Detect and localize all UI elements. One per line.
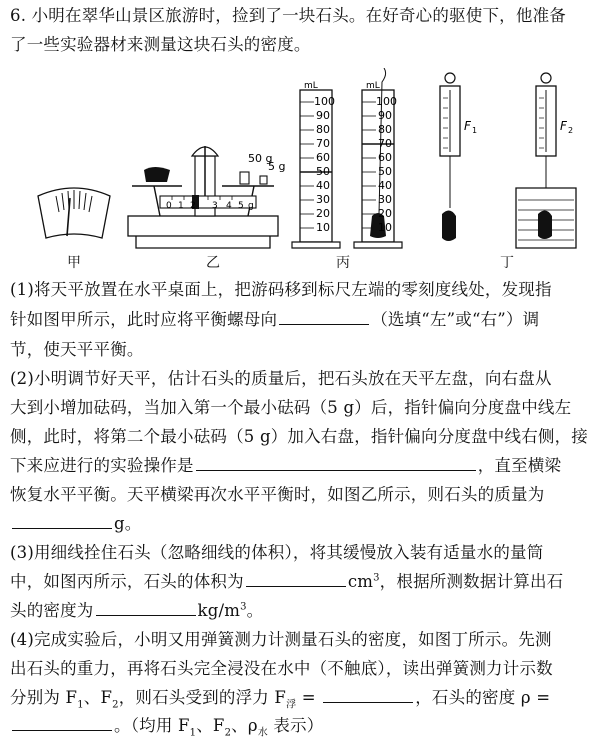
part3-text-c: ，根据所测数据计算出石 bbox=[379, 572, 564, 591]
cyl2-tick-30: 30 bbox=[378, 193, 392, 206]
part4-text-e: ，石头的密度 ρ = bbox=[415, 688, 551, 707]
unit-cm-exp: 3 bbox=[373, 572, 380, 584]
part4-text-c: ，则石头受到的浮力 F bbox=[118, 688, 287, 707]
answer-blank-5[interactable] bbox=[96, 601, 196, 616]
f2-subscript-2: 2 bbox=[224, 727, 232, 739]
f2-sub: 2 bbox=[568, 126, 574, 135]
spring-scale-1 bbox=[440, 73, 460, 241]
part4-line-2: 出石头的重力，再将石头完全浸没在水中（不触底），读出弹簧测力计示数 bbox=[10, 659, 553, 678]
cyl1-tick-100: 100 bbox=[314, 95, 335, 108]
part1-line-3: 节，使天平平衡。 bbox=[10, 340, 144, 359]
part2-line-6 bbox=[10, 514, 600, 534]
experiment-figure bbox=[32, 68, 580, 272]
part4-text-f: 。（均用 F bbox=[114, 716, 190, 735]
cylinder-1-unit: mL bbox=[304, 81, 318, 91]
cyl1-tick-50: 50 bbox=[316, 165, 330, 178]
weight-50g-label: 50 g bbox=[248, 152, 273, 165]
part3-line-3 bbox=[10, 601, 600, 621]
unit-kgm: kg/m bbox=[197, 601, 241, 620]
f1-label: F bbox=[464, 119, 471, 133]
part1-text-b: （选填“左”或“右”）调 bbox=[371, 310, 540, 329]
part4-text-h: 、ρ bbox=[231, 716, 258, 735]
beam-tick-5: 5 bbox=[238, 201, 244, 211]
part4-line-1: (4)完成实验后，小明又用弹簧测力计测量石头的密度，如图丁所示。先测 bbox=[10, 630, 552, 649]
f1-sub: 1 bbox=[472, 126, 478, 135]
f2-subscript: 2 bbox=[112, 699, 119, 711]
cyl2-tick-80: 80 bbox=[378, 123, 392, 136]
answer-blank-7[interactable] bbox=[12, 716, 112, 731]
part3-text-a: 中，如图丙所示，石头的体积为 bbox=[10, 572, 244, 591]
caption-jia: 甲 bbox=[67, 255, 81, 271]
answer-blank-6[interactable] bbox=[323, 688, 413, 703]
cyl2-tick-10: 10 bbox=[378, 221, 392, 234]
part4-text-i: 表示） bbox=[267, 716, 324, 735]
cyl2-tick-50: 50 bbox=[378, 165, 392, 178]
caption-ding: 丁 bbox=[500, 255, 514, 271]
spring-scale-2 bbox=[516, 73, 576, 248]
part4-text-g: 、F bbox=[196, 716, 225, 735]
caption-yi: 乙 bbox=[206, 255, 220, 271]
part2-text-b: ，直至横梁 bbox=[477, 456, 562, 475]
caption-bing: 丙 bbox=[336, 255, 350, 271]
part4-equals: = bbox=[296, 688, 322, 707]
unit-kgm-exp: 3 bbox=[240, 601, 247, 613]
cyl1-tick-40: 40 bbox=[316, 179, 330, 192]
cyl2-tick-40: 40 bbox=[378, 179, 392, 192]
part4-line-4 bbox=[10, 716, 600, 739]
water-subscript: 水 bbox=[257, 727, 268, 739]
answer-blank-1[interactable] bbox=[279, 310, 369, 325]
part3-text-e: 。 bbox=[246, 601, 264, 620]
unit-cm: cm bbox=[347, 572, 374, 591]
part2-line-5: 恢复水平平衡。天平横梁再次水平平衡时，如图乙所示，则石头的质量为 bbox=[10, 485, 545, 504]
part4-text-a: 分别为 F bbox=[10, 688, 78, 707]
cyl1-tick-60: 60 bbox=[316, 151, 330, 164]
cyl1-tick-10: 10 bbox=[316, 221, 330, 234]
cylinder-2-unit: mL bbox=[366, 81, 380, 91]
cyl1-tick-20: 20 bbox=[316, 207, 330, 220]
beam-tick-g: g bbox=[248, 201, 254, 211]
part3-line-2 bbox=[10, 572, 600, 592]
cyl2-tick-20: 20 bbox=[378, 207, 392, 220]
part2-unit-g: g。 bbox=[114, 514, 142, 533]
cyl1-tick-70: 70 bbox=[316, 137, 330, 150]
cyl2-tick-60: 60 bbox=[378, 151, 392, 164]
cyl2-tick-90: 90 bbox=[378, 109, 392, 122]
part2-line-3: 侧，此时，将第二个最小砝码（5 g）加入右盘，指针偏向分度盘中线右侧，接 bbox=[10, 427, 589, 446]
part4-line-3 bbox=[10, 688, 600, 711]
part3-text-d: 头的密度为 bbox=[10, 601, 94, 620]
cyl1-tick-30: 30 bbox=[316, 193, 330, 206]
dial-plate bbox=[38, 188, 110, 238]
cyl2-tick-70: 70 bbox=[378, 137, 392, 150]
part4-text-b: 、F bbox=[83, 688, 113, 707]
beam-tick-3: 3 bbox=[212, 201, 218, 211]
beam-tick-1: 1 bbox=[178, 201, 184, 211]
question-line-1: 6. 小明在翠华山景区旅游时，捡到了一块石头。在好奇心的驱使下，他准备 bbox=[10, 6, 566, 25]
answer-blank-4[interactable] bbox=[246, 572, 346, 587]
part3-line-1: (3)用细线拴住石头（忽略细线的体积），将其缓慢放入装有适量水的量筒 bbox=[10, 543, 544, 562]
cyl1-tick-80: 80 bbox=[316, 123, 330, 136]
part2-line-1: (2)小明调节好天平，估计石头的质量后，把石头放在天平左盘，向右盘从 bbox=[10, 369, 552, 388]
f1-subscript: 1 bbox=[77, 699, 84, 711]
part2-line-4 bbox=[10, 456, 600, 476]
buoyancy-subscript: 浮 bbox=[286, 699, 297, 711]
cyl1-tick-90: 90 bbox=[316, 109, 330, 122]
part1-line-1: (1)将天平放置在水平桌面上，把游码移到标尺左端的零刻度线处，发现指 bbox=[10, 280, 552, 299]
beam-tick-2: 2 bbox=[190, 201, 196, 211]
f1-subscript-2: 1 bbox=[189, 727, 197, 739]
part1-text-a: 针如图甲所示，此时应将平衡螺母向 bbox=[10, 310, 278, 329]
part2-text-a: 下来应进行的实验操作是 bbox=[10, 456, 194, 475]
part2-line-2: 大到小增加砝码，当加入第一个最小砝码（5 g）后，指针偏向分度盘中线左 bbox=[10, 398, 572, 417]
weight-5g-label: 5 g bbox=[268, 160, 286, 173]
f2-label: F bbox=[560, 119, 567, 133]
beam-tick-0: 0 bbox=[166, 201, 172, 211]
beam-tick-4: 4 bbox=[226, 201, 232, 211]
cyl2-tick-100: 100 bbox=[376, 95, 397, 108]
part1-line-2 bbox=[10, 310, 600, 330]
answer-blank-3[interactable] bbox=[12, 514, 112, 529]
question-line-2: 了一些实验器材来测量这块石头的密度。 bbox=[10, 35, 311, 54]
answer-blank-2[interactable] bbox=[196, 456, 476, 471]
